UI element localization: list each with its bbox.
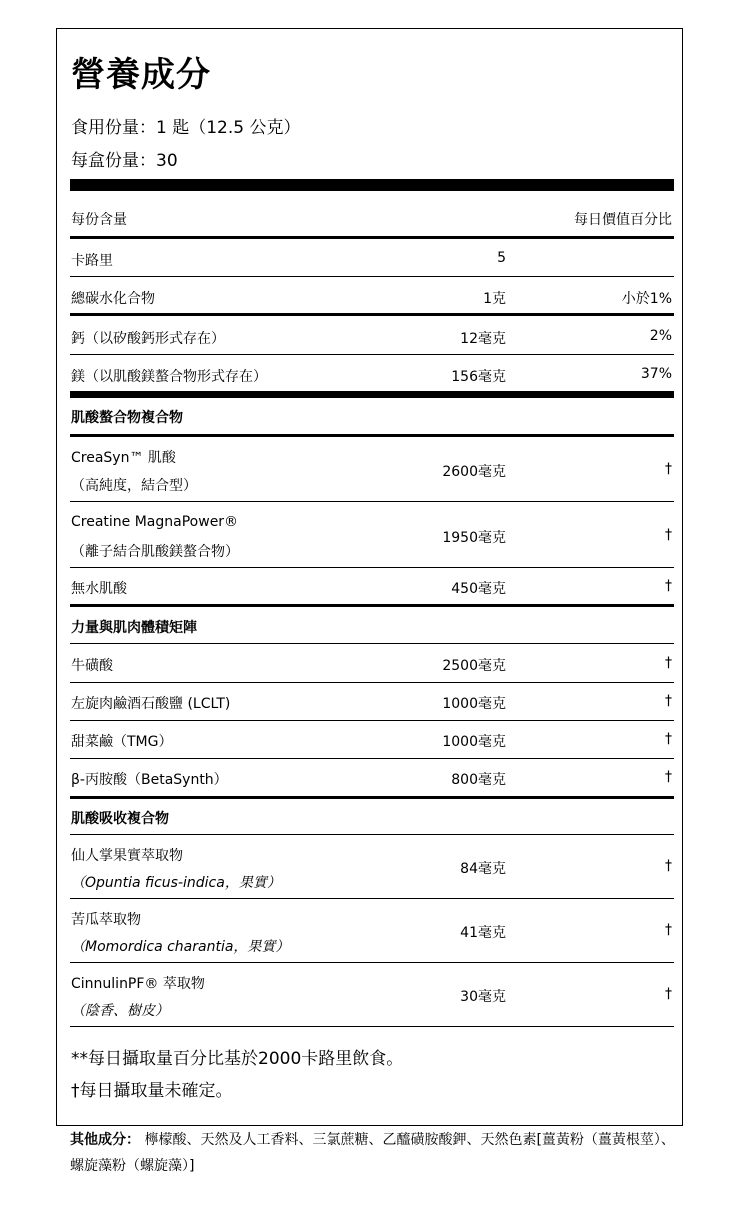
row-subtext: （Momordica charantia，果實） [71,939,290,955]
row-amount: 1克 [483,291,506,307]
row-name: 鈣（以矽酸鈣形式存在） [71,331,225,347]
other-ingredients-label: 其他成分： [70,1132,140,1148]
daily-value-header: 每日價值百分比 [574,212,672,228]
row-name: 鎂（以肌酸鎂螯合物形式存在） [71,369,267,385]
not-established-footnote: †每日攝取量未確定。 [71,1081,233,1101]
thick-divider [70,391,674,398]
divider [70,501,674,502]
row-amount: 30毫克 [460,989,506,1005]
row-amount: 84毫克 [460,861,506,877]
row-name: 無水肌酸 [71,581,127,597]
divider [70,962,674,963]
row-subtext: （高純度，結合型） [71,478,197,494]
row-dv: † [665,527,672,543]
daily-value-footnote: **每日攝取量百分比基於2000卡路里飲食。 [71,1049,404,1069]
row-dv: † [665,858,672,874]
row-subtext: （離子結合肌酸鎂螯合物） [71,544,239,560]
row-amount: 800毫克 [451,772,506,788]
row-name: CreaSyn™ 肌酸 [71,450,176,466]
section-title: 肌酸吸收複合物 [71,811,169,827]
thick-divider [70,179,674,191]
amount-per-serving-label: 每份含量 [71,212,127,228]
row-dv: 2% [649,328,672,344]
row-name: 甜菜鹼（TMG） [71,734,173,750]
row-name: Creatine MagnaPower® [71,514,239,530]
divider [70,434,674,437]
row-dv: † [665,769,672,785]
divider [70,834,674,835]
row-dv: † [665,731,672,747]
row-dv: † [665,922,672,938]
row-name: 苦瓜萃取物 [71,912,141,928]
divider [70,567,674,568]
row-dv: † [665,693,672,709]
divider [70,354,674,355]
row-subtext: （陰香、樹皮） [71,1003,169,1019]
nutrition-facts-panel [56,28,683,1126]
row-dv: 37% [640,366,672,382]
divider [70,313,674,316]
row-dv: † [665,655,672,671]
row-amount: 1950毫克 [442,530,506,546]
divider [70,643,674,644]
divider [70,720,674,721]
row-name: 牛磺酸 [71,658,113,674]
servings-per-container: 每盒份量：30 [71,151,178,171]
row-amount: 5 [497,250,506,266]
divider [70,758,674,759]
row-amount: 41毫克 [460,925,506,941]
row-name: 卡路里 [71,253,113,269]
row-amount: 450毫克 [451,581,506,597]
divider [70,796,674,799]
divider [70,682,674,683]
row-amount: 1000毫克 [442,696,506,712]
divider [70,604,674,607]
divider [70,1026,674,1027]
row-name: 總碳水化合物 [71,291,155,307]
row-amount: 1000毫克 [442,734,506,750]
row-dv: † [665,578,672,594]
row-dv: † [665,986,672,1002]
row-amount: 2600毫克 [442,464,506,480]
row-subtext: （Opuntia ficus-indica，果實） [71,875,281,891]
row-name: CinnulinPF® 萃取物 [71,976,205,992]
divider [70,898,674,899]
panel-title: 營養成分 [71,55,211,95]
section-title: 肌酸螯合物複合物 [71,410,183,426]
other-ingredients [70,1127,682,1179]
other-ingredients-text: 檸檬酸、天然及人工香料、三氯蔗糖、乙醯磺胺酸鉀、天然色素[薑黃粉（薑黃根莖）、螺旋藻粉（螺旋藻）] [70,1132,675,1174]
row-name: 左旋肉鹼酒石酸鹽 (LCLT) [71,696,231,712]
row-dv: † [665,461,672,477]
row-name: β-丙胺酸（BetaSynth） [71,772,228,788]
row-name: 仙人掌果實萃取物 [71,848,183,864]
row-amount: 2500毫克 [442,658,506,674]
serving-size: 食用份量：1 匙（12.5 公克） [71,118,301,138]
row-amount: 156毫克 [451,369,506,385]
divider [70,276,674,277]
row-dv: 小於1% [621,291,672,307]
divider [70,236,674,239]
section-title: 力量與肌肉體積矩陣 [71,620,197,636]
row-amount: 12毫克 [460,331,506,347]
